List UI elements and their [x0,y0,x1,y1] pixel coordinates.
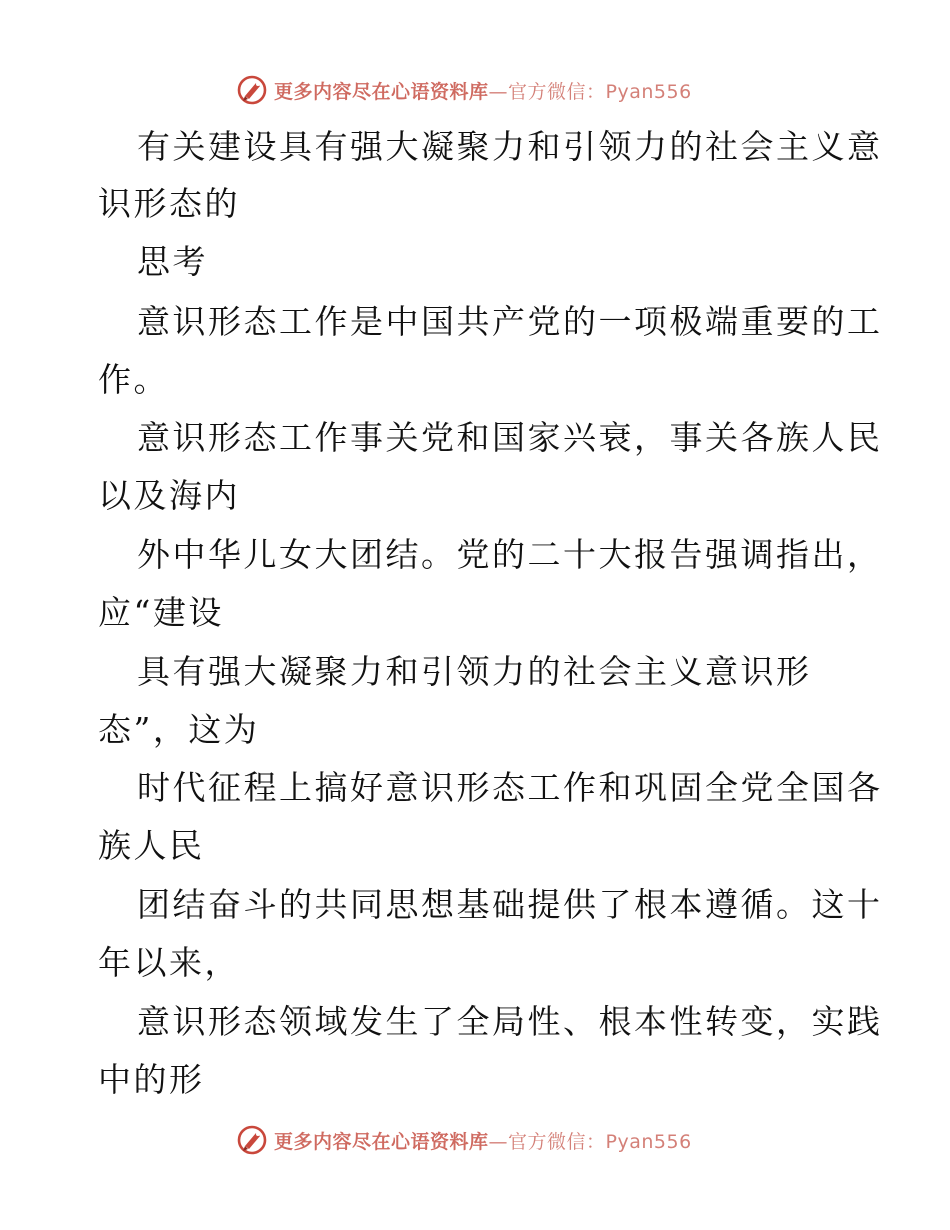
paragraph-line: 识形态的 [98,184,240,223]
paragraph-line: 意识形态工作事关党和国家兴衰，事关各族人民 [137,418,883,457]
pen-logo-icon [236,1124,268,1156]
paragraph-line: 中的形 [98,1060,205,1099]
footer-banner [236,1123,692,1157]
footer-banner-text [274,1127,692,1154]
footer-banner-prefix: 更多内容尽在心语资料库 [274,1130,489,1153]
paragraph-line: 应“建设 [98,593,224,632]
paragraph-line: 意识形态领域发生了全局性、根本性转变，实践 [137,1002,883,1041]
paragraph-line: 态”，这为 [98,710,260,749]
header-banner-suffix: —官方微信：Pyan556 [488,80,692,103]
paragraph-line: 有关建设具有强大凝聚力和引领力的社会主义意 [137,127,883,166]
footer-banner-suffix: —官方微信：Pyan556 [488,1130,692,1153]
paragraph-line: 思考 [137,242,208,281]
paragraph-line: 意识形态工作是中国共产党的一项极端重要的工 [137,302,883,341]
header-banner-prefix: 更多内容尽在心语资料库 [274,80,489,103]
paragraph-line: 族人民 [98,826,205,865]
paragraph-line: 年以来， [98,943,240,982]
paragraph-line: 外中华儿女大团结。党的二十大报告强调指出， [137,535,883,574]
paragraph-line: 以及海内 [98,476,240,515]
paragraph-line: 作。 [98,360,169,399]
paragraph-line: 具有强大凝聚力和引领力的社会主义意识形 [137,652,812,691]
paragraph-line: 时代征程上搞好意识形态工作和巩固全党全国各 [137,768,883,807]
paragraph-line: 团结奋斗的共同思想基础提供了根本遵循。这十 [137,885,883,924]
